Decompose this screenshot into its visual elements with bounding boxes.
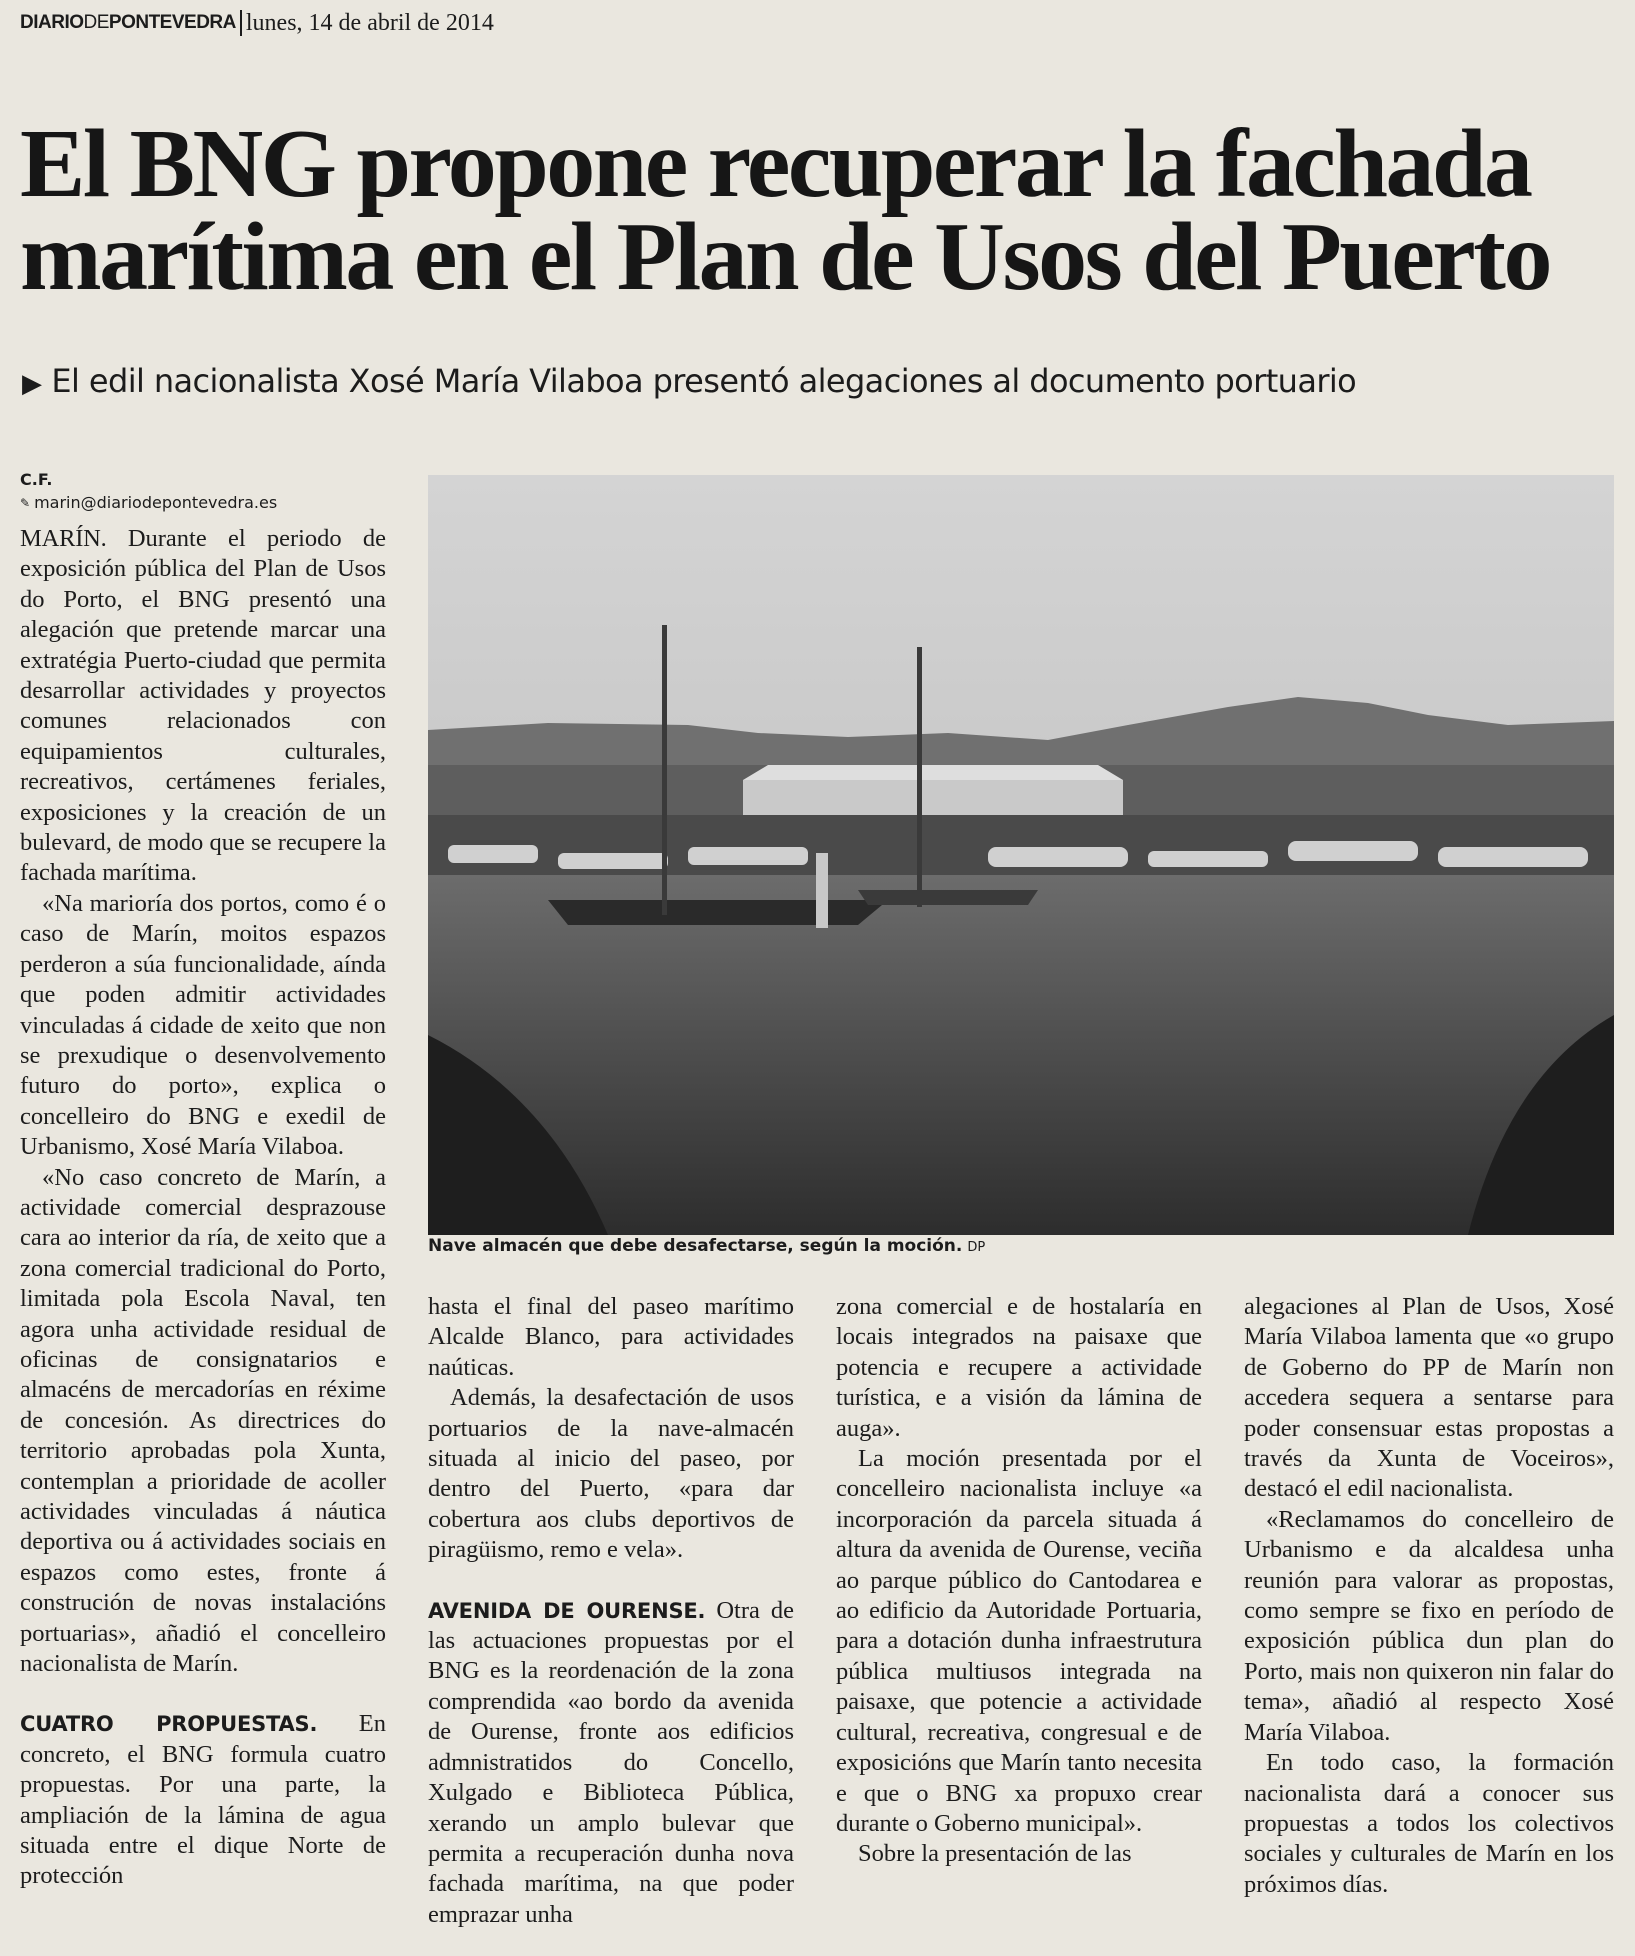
subheadline (22, 362, 1602, 400)
paragraph: Además, la desafectación de usos portuarios de la nave-almacén situada al inicio del paseo, por dentro del Puerto, «para dar cobertura aos clubs deportivos de piragüismo, remo e vela». (428, 1384, 794, 1564)
paragraph: AVENIDA DE OURENSE. Otra de las actuaciones propuestas por el BNG es la reordenación de la zona comprendida «ao bordo da avenida de Ourense, fronte aos edificios admnistratidos do Concello, Xulgado e Biblioteca Pública, xerando un amplo bulevar que permita a recuperación dunha nova fachada marítima, na que poder emprazar unha (428, 1596, 794, 1928)
article-column-2 (428, 1292, 794, 1930)
paragraph: alegaciones al Plan de Usos, Xosé María Vilaboa lamenta que «o grupo de Goberno do PP de Marín non accedera sequera a sentarse para poder consensuar estas propostas a través da Xunta de Voceiros», destacó el edil nacionalista. (1244, 1293, 1614, 1503)
paragraph: «Na marioría dos portos, como é o caso de Marín, moitos espazos perderon a súa funcionalidade, aínda que poden admitir actividades vinculadas á cidade de xeito que non se prexudique o desenvolvemento futuro do porto», explica o concelleiro do BNG e exedil de Urbanismo, Xosé María Vilaboa. (20, 889, 386, 1161)
page-header (20, 6, 494, 40)
author-email-row (20, 493, 277, 512)
pencil-icon: ✎ (20, 495, 31, 510)
photo-caption: Nave almacén que debe desafectarse, según la moción. DP (428, 1236, 986, 1256)
dateline: MARÍN. (20, 525, 107, 552)
article-column-1 (20, 524, 386, 1892)
paragraph: CUATRO PROPUESTAS. En concreto, el BNG formula cuatro propuestas. Por una parte, la ampliación de la lámina de agua situada entre el dique Norte de protección (20, 1710, 386, 1890)
article-column-4 (1244, 1292, 1614, 1900)
paragraph: «No caso concreto de Marín, a actividade comercial desprazouse cara ao interior da ría, de xeito que a zona comercial tradicional do Porto, limitada pola Escola Naval, ten agora unha actividade residual de oficinas de consignatarios e almacéns de mercadorías en réxime de concesión. As directrices do territorio aprobadas pola Xunta, contemplan a prioridade de acoller actividades vinculadas á náutica deportiva ou á actividades sociais en espazos como estes, fronte á construción de novas instalacións portuarias», añadió el concelleiro nacionalista de Marín. (20, 1163, 386, 1678)
section-label: CUATRO PROPUESTAS. (20, 1712, 318, 1737)
harbor-photo (428, 475, 1614, 1235)
byline (20, 470, 277, 512)
masthead: DIARIODEPONTEVEDRA (20, 12, 236, 33)
paragraph: Sobre la presentación de las (858, 1840, 1132, 1868)
triangle-right-icon: ▶ (22, 369, 42, 399)
paragraph: La moción presentada por el concelleiro nacionalista incluye «a incorporación da parcela situada á altura da avenida de Ourense, veciña ao parque público do Cantodarea e ao edificio da Autoridade Portuaria, para a dotación dunha infraestrutura pública multiusos integrada na paisaxe, que potencie a actividade cultural, recreativa, congresual e de exposicións que Marín tanto necesita e que o BNG xa propuxo crear durante o Goberno municipal». (836, 1445, 1202, 1837)
issue-date: lunes, 14 de abril de 2014 (245, 9, 494, 36)
author-initials: C.F. (20, 470, 53, 489)
subheadline-text: El edil nacionalista Xosé María Vilaboa presentó alegaciones al documento portuario (51, 362, 1357, 400)
paragraph: zona comercial e de hostalaría en locais integrados na paisaxe que potencia e recupere a actividade turística, e a visión da lámina de auga». (836, 1293, 1202, 1442)
paragraph: En todo caso, la formación nacionalista dará a conocer sus propuestas a todos los colectivos sociales y culturales de Marín en los próximos días. (1244, 1749, 1614, 1898)
headline: El BNG propone recuperar la fachada marítima en el Plan de Usos del Puerto (20, 110, 1550, 311)
paragraph: «Reclamamos do concelleiro de Urbanismo e da alcaldesa unha reunión para valorar as propostas, como sempre se fixo en período de exposición pública dun plan do Porto, mais non quixeron nin falar do tema», añadió al respecto Xosé María Vilaboa. (1244, 1505, 1614, 1746)
paragraph: hasta el final del paseo marítimo Alcalde Blanco, para actividades naúticas. (428, 1293, 794, 1381)
author-email: marin@diariodepontevedra.es (34, 493, 278, 512)
article-column-3 (836, 1292, 1202, 1870)
header-divider (240, 10, 242, 36)
photo-credit: DP (967, 1240, 986, 1255)
paragraph: MARÍN. Durante el periodo de exposición pública del Plan de Usos do Porto, el BNG presentó una alegación que pretende marcar una extratégia Puerto-ciudad que permita desarrollar actividades y proyectos comunes relacionados con equipamientos culturales, recreativos, certámenes feriales, exposiciones y la creación de un bulevard, de modo que se recupere la fachada marítima. (20, 525, 387, 887)
section-label: AVENIDA DE OURENSE. (428, 1598, 706, 1623)
